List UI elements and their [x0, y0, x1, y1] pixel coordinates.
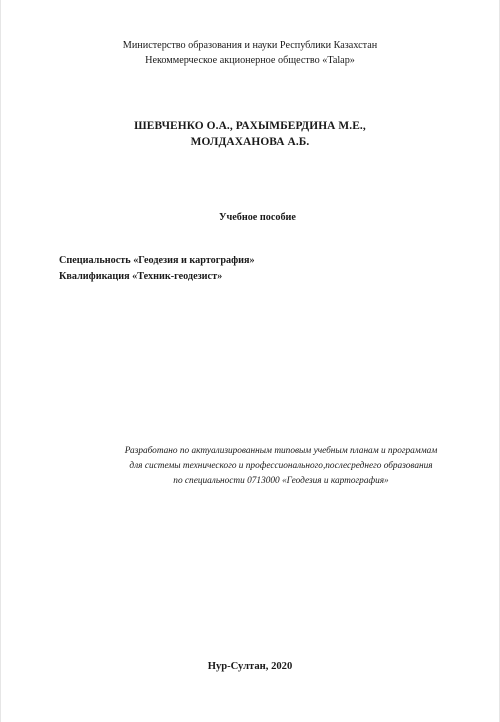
city-year: Нур-Султан, 2020 — [207, 661, 293, 672]
authors-line-1: ШЕВЧЕНКО О.А., РАХЫМБЕРДИНА М.Е., — [134, 120, 366, 132]
qualification-line: Квалификация «Техник-геодезист» — [59, 271, 223, 282]
development-note-line-1: Разработано по актуализированным типовым учебным планам и программам — [124, 446, 438, 456]
ministry-name: Министерство образования и науки Республики Казахстан — [122, 40, 378, 51]
development-note-line-2: для системы технического и профессионального,послесреднего образования — [129, 461, 433, 471]
specialty-line: Специальность «Геодезия и картография» — [59, 255, 255, 266]
organization-name: Некоммерческое акционерное общество «Talap» — [145, 55, 355, 66]
development-note-line-3: по специальности 0713000 «Геодезия и картография» — [173, 476, 389, 486]
authors-line-2: МОЛДАХАНОВА А.Б. — [190, 136, 310, 148]
document-type: Учебное пособие — [219, 212, 296, 223]
